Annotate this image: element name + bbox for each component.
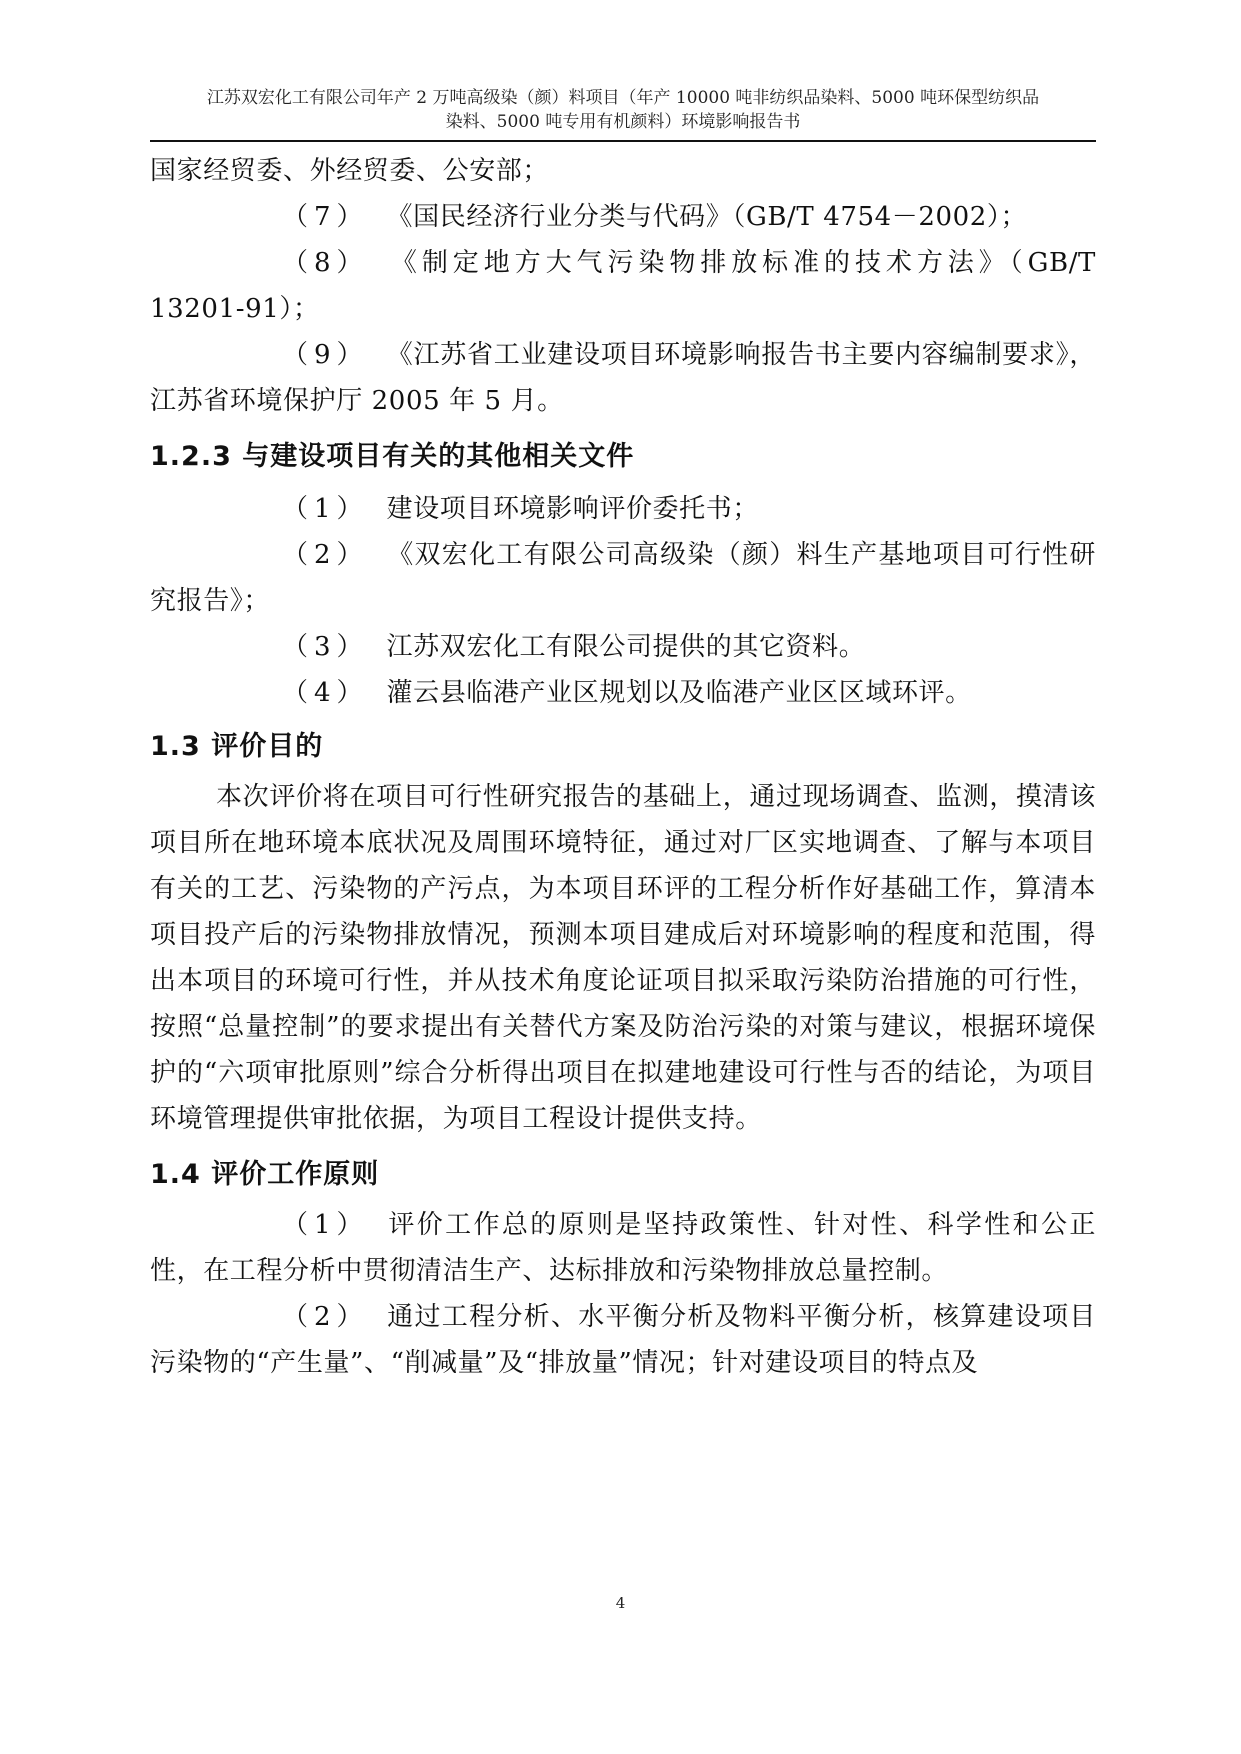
item-label: （1） [282,494,369,524]
principle-item-1 [150,1202,1096,1294]
item-label: （7） [282,202,369,232]
item-text: 《双宏化工有限公司高级染（颜）料生产基地项目可行性研究报告》； [150,540,1096,616]
related-document-item-2 [150,532,1096,624]
evaluation-purpose-paragraph: 本次评价将在项目可行性研究报告的基础上，通过现场调查、监测，摸清该项目所在地环境本底状况及周围环境特征，通过对厂区实地调查、了解与本项目有关的工艺、污染物的产污点，为本项目环评的工程分析作好基础工作，算清本项目投产后的污染物排放情况，预测本项目建成后对环境影响的程度和范围，得出本项目的环境可行性，并从技术角度论证项目拟采取污染防治措施的可行性，按照“总量控制”的要求提出有关替代方案及防治污染的对策与建议，根据环境保护的“六项审批原则”综合分析得出项目在拟建地建设可行性与否的结论，为项目环境管理提供审批依据，为项目工程设计提供支持。 [150,782,1096,1134]
header-line-1: 江苏双宏化工有限公司年产 2 万吨高级染（颜）料项目（年产 10000 吨非纺织品染料、5000 吨环保型纺织品 [206,88,1040,108]
related-document-item-4 [150,670,1096,716]
item-text: 江苏双宏化工有限公司提供的其它资料。 [386,632,866,662]
section-heading-1-3: 1.3 评价目的 [150,731,324,762]
item-text: 通过工程分析、水平衡分析及物料平衡分析，核算建设项目污染物的“产生量”、“削减量”及“排放量”情况；针对建设项目的特点及 [150,1302,1096,1378]
item-text: 《国民经济行业分类与代码》（GB/T 4754－2002）； [386,202,1028,232]
section-heading-1-2-3: 1.2.3 与建设项目有关的其他相关文件 [150,441,635,472]
item-text: 《江苏省工业建设项目环境影响报告书主要内容编制要求》，江苏省环境保护厅 2005 年 5 月。 [150,340,1096,416]
principle-item-2 [150,1294,1096,1386]
item-label: （4） [282,678,369,708]
item-label: （2） [282,1302,369,1332]
reference-item-7 [150,194,1096,240]
item-label: （8） [282,248,369,278]
item-label: （9） [282,340,369,370]
item-label: （1） [282,1210,369,1240]
page-number: 4 [615,1594,626,1612]
header-divider [150,140,1096,142]
item-label: （3） [282,632,369,662]
related-document-item-3 [150,624,1096,670]
reference-item-9 [150,332,1096,424]
item-text: 建设项目环境影响评价委托书； [386,494,759,524]
page-body [150,148,1096,1386]
section-heading-1-4: 1.4 评价工作原则 [150,1159,380,1190]
item-text: 《制定地方大气污染物排放标准的技术方法》（GB/T 13201-91）； [150,248,1096,324]
continued-paragraph: 国家经贸委、外经贸委、公安部； [150,156,550,186]
document-header [150,86,1096,134]
reference-item-8 [150,240,1096,332]
item-label: （2） [282,540,369,570]
item-text: 评价工作总的原则是坚持政策性、针对性、科学性和公正性，在工程分析中贯彻清洁生产、达标排放和污染物排放总量控制。 [150,1210,1096,1286]
related-document-item-1 [150,486,1096,532]
header-line-2: 染料、5000 吨专用有机颜料）环境影响报告书 [445,112,801,132]
item-text: 灌云县临港产业区规划以及临港产业区区域环评。 [386,678,972,708]
